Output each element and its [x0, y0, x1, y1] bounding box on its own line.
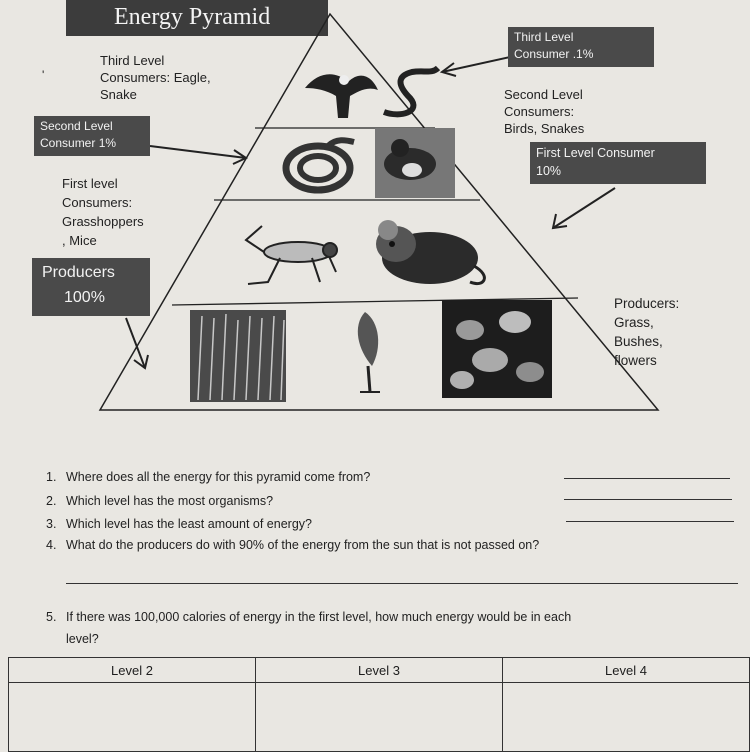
producers-line4: flowers	[614, 353, 657, 368]
question-4-number: 4.	[46, 538, 57, 552]
second-level-line3: Birds, Snakes	[504, 121, 585, 136]
second-level-description	[504, 86, 584, 137]
second-level-box-line1: Second Level	[40, 119, 113, 133]
answer-cell-level-3[interactable]	[256, 683, 503, 752]
arrow-second-level	[150, 146, 246, 158]
third-level-box	[508, 27, 654, 67]
question-3	[46, 517, 312, 531]
question-3-number: 3.	[46, 517, 57, 531]
arrow-first-level	[553, 188, 615, 228]
producers-description	[614, 294, 679, 370]
snake-icon	[384, 68, 438, 114]
question-2	[46, 494, 273, 508]
answer-cell-level-4[interactable]	[503, 683, 750, 752]
answer-line-4[interactable]	[66, 583, 738, 584]
question-5-text: If there was 100,000 calories of energy in the first level, how much energy would be in each	[66, 610, 572, 624]
answer-line-2[interactable]	[564, 499, 732, 500]
energy-answer-table	[8, 657, 750, 752]
second-level-line2: Consumers:	[504, 104, 575, 119]
third-level-description	[100, 52, 211, 103]
third-level-line1: Third Level	[100, 53, 165, 68]
question-3-text: Which level has the least amount of energy?	[66, 517, 312, 531]
grasshopper-icon	[246, 226, 337, 284]
first-level-line1: First level	[62, 176, 118, 191]
table-header-level-2: Level 2	[9, 658, 256, 683]
bird-icon	[375, 128, 455, 198]
table-header-level-3: Level 3	[256, 658, 503, 683]
bullet-mark: '	[42, 68, 45, 82]
answer-line-1[interactable]	[564, 478, 730, 479]
producers-line1: Producers:	[614, 296, 680, 311]
producers-line3: Bushes,	[614, 334, 663, 349]
bush-image	[442, 300, 552, 398]
first-level-description	[62, 174, 144, 250]
producers-box	[32, 258, 150, 316]
producers-line2: Grass,	[614, 315, 654, 330]
question-5	[46, 606, 571, 650]
question-5-number: 5.	[46, 610, 57, 624]
third-level-box-line1: Third Level	[514, 30, 574, 44]
question-1-text: Where does all the energy for this pyramid come from?	[66, 470, 371, 484]
question-1-number: 1.	[46, 470, 57, 484]
question-4-text: What do the producers do with 90% of the energy from the sun that is not passed on?	[66, 538, 540, 552]
question-2-text: Which level has the most organisms?	[66, 494, 274, 508]
question-5-text-continued: level?	[66, 632, 99, 646]
second-level-box	[34, 116, 150, 156]
table-header-level-4: Level 4	[503, 658, 750, 683]
first-level-line4: , Mice	[62, 233, 97, 248]
first-level-line3: Grasshoppers	[62, 214, 144, 229]
second-level-box-line2: Consumer 1%	[40, 136, 117, 150]
page-title: Energy Pyramid	[66, 0, 328, 36]
answer-line-3[interactable]	[566, 521, 734, 522]
coiled-snake-icon	[286, 140, 354, 190]
answer-cell-level-2[interactable]	[9, 683, 256, 752]
question-4	[46, 538, 539, 552]
first-level-box	[530, 142, 706, 184]
flower-icon	[358, 312, 380, 392]
producers-box-line1: Producers	[42, 264, 115, 281]
question-1	[46, 470, 370, 484]
third-level-box-line2: Consumer .1%	[514, 47, 594, 61]
question-2-number: 2.	[46, 494, 57, 508]
third-level-line3: Snake	[100, 87, 137, 102]
first-level-box-line2: 10%	[536, 164, 562, 178]
grass-image	[190, 310, 286, 402]
first-level-box-line1: First Level Consumer	[536, 146, 655, 160]
first-level-line2: Consumers:	[62, 195, 133, 210]
producers-box-line2: 100%	[64, 289, 105, 306]
mouse-icon	[376, 220, 484, 284]
second-level-line1: Second Level	[504, 87, 583, 102]
third-level-line2: Consumers: Eagle,	[100, 70, 211, 85]
eagle-icon	[305, 74, 378, 118]
